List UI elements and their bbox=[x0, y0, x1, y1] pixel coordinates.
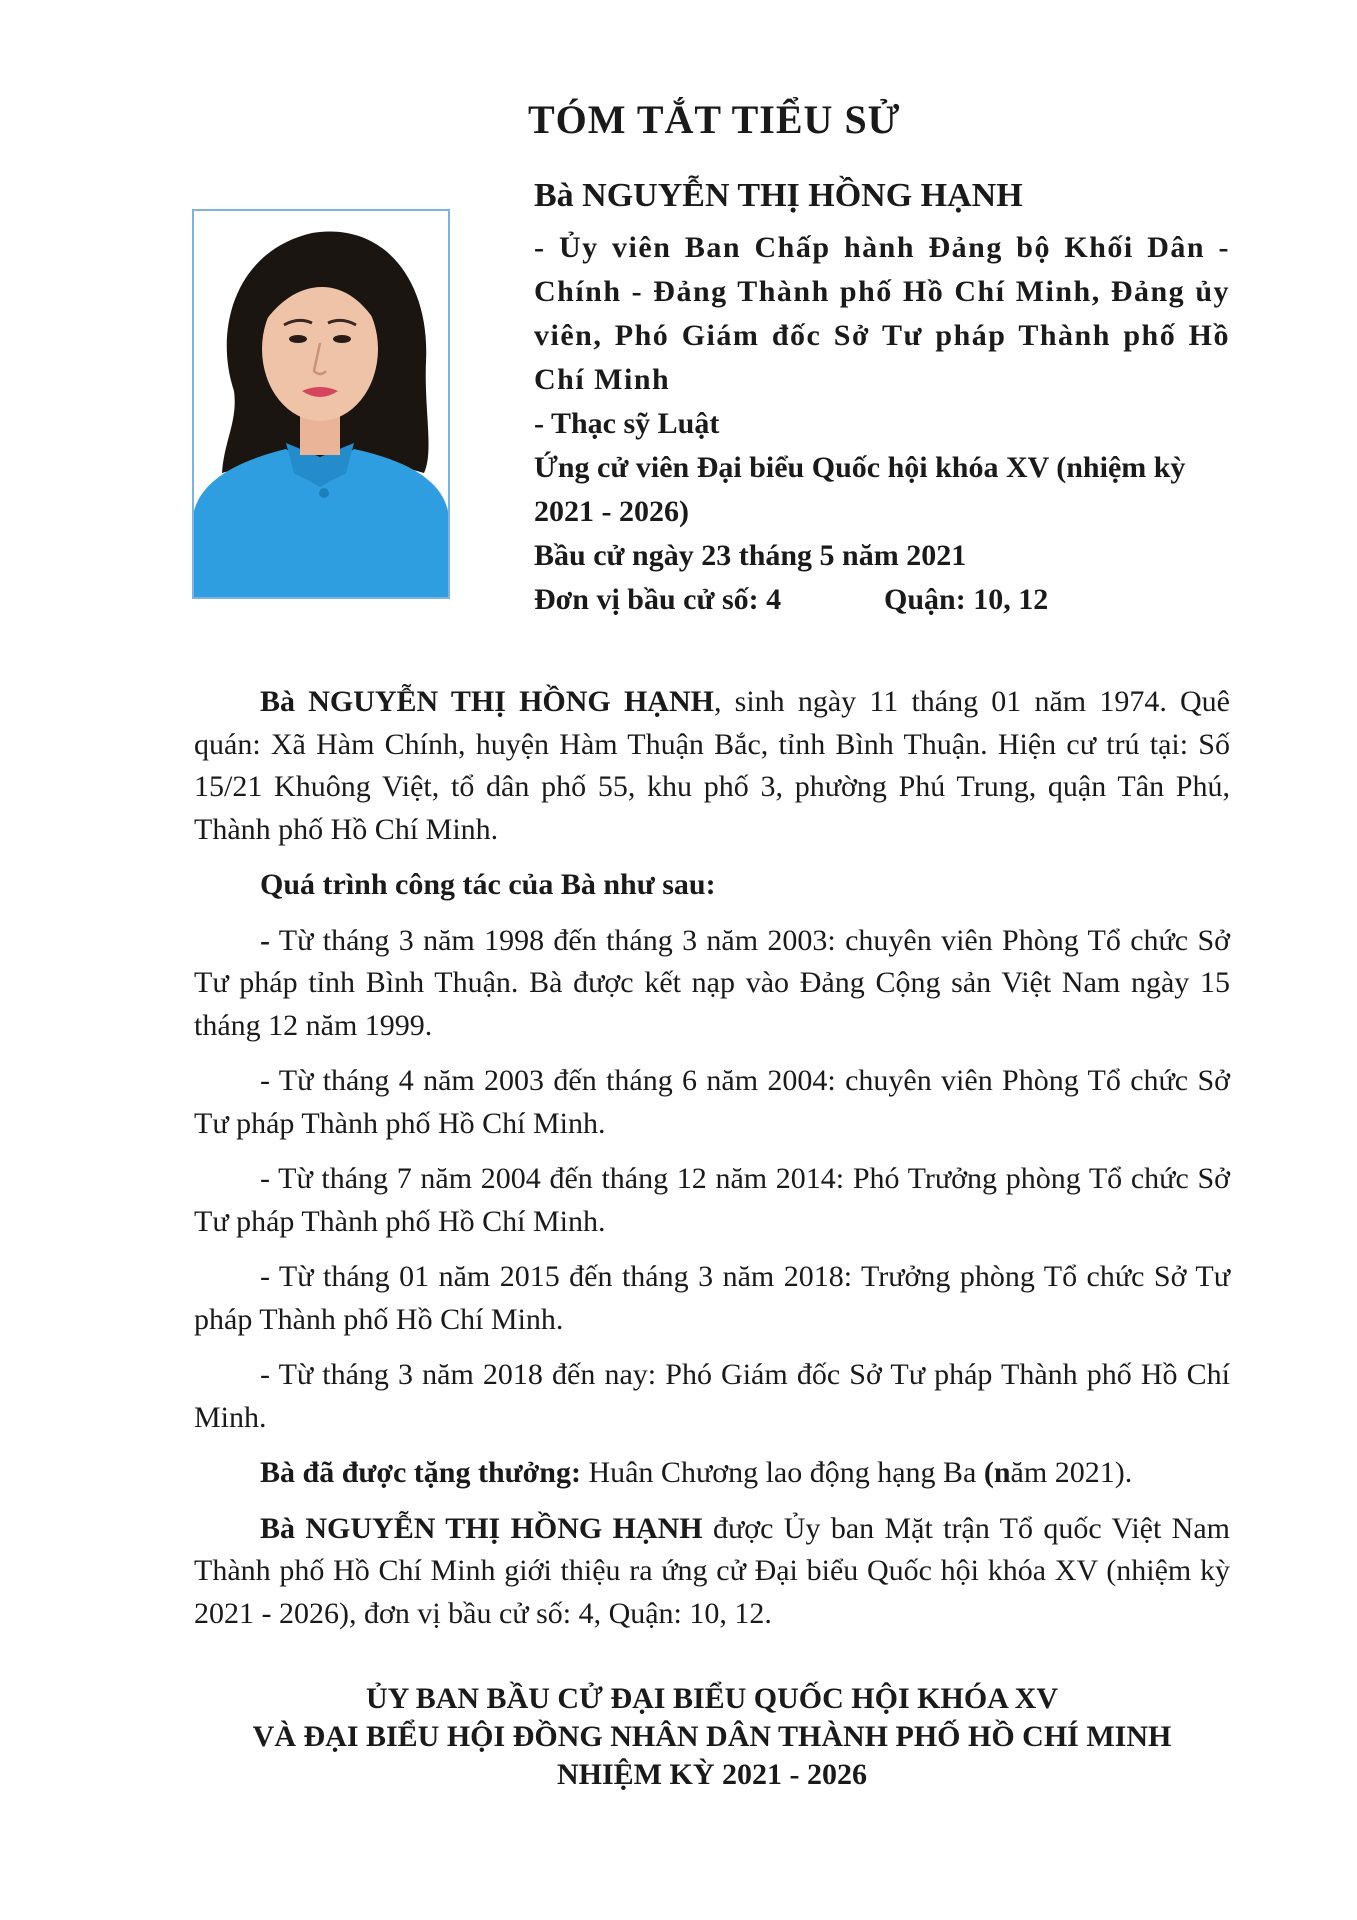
closing-paragraph bbox=[194, 1508, 1230, 1636]
electoral-unit-row bbox=[534, 578, 1230, 622]
shirt-button bbox=[319, 488, 329, 498]
career-item-text: - Từ tháng 4 năm 2003 đến tháng 6 năm 2004: chuyên viên Phòng Tổ chức Sở Tư pháp Thành phố Hồ Chí Minh. bbox=[194, 1064, 1230, 1140]
electoral-unit: Đơn vị bầu cử số: 4 bbox=[534, 583, 782, 616]
candidate-position: - Ủy viên Ban Chấp hành Đảng bộ Khối Dân - Chính - Đảng Thành phố Hồ Chí Minh, Đảng ủy viên, Phó Giám đốc Sở Tư pháp Thành phố Hồ Chí Minh bbox=[534, 231, 1230, 396]
right-eye bbox=[333, 335, 351, 343]
electoral-district: Quận: 10, 12 bbox=[884, 583, 1049, 616]
career-item bbox=[194, 1354, 1230, 1439]
candidate-degree: - Thạc sỹ Luật bbox=[534, 407, 720, 440]
committee-line-3: NHIỆM KỲ 2021 - 2026 bbox=[557, 1758, 867, 1791]
career-item-text: - Từ tháng 7 năm 2004 đến tháng 12 năm 2014: Phó Trưởng phòng Tổ chức Sở Tư pháp Thành phố Hồ Chí Minh. bbox=[194, 1162, 1230, 1238]
award-text: Huân Chương lao động hạng Ba bbox=[580, 1456, 984, 1489]
intro-paragraph bbox=[194, 681, 1230, 851]
career-item-text: Từ tháng 3 năm 1998 đến tháng 3 năm 2003: chuyên viên Phòng Tổ chức Sở Tư pháp tỉnh Bình Thuận. Bà được kết nạp vào Đảng Cộng sản Việt Nam ngày 15 tháng 12 năm 1999. bbox=[194, 923, 1230, 1042]
issuing-committee bbox=[194, 1680, 1230, 1794]
closing-text: được Ủy ban Mặt trận Tổ quốc Việt Nam Thành phố Hồ Chí Minh giới thiệu ra ứng cử Đại biểu Quốc hội khóa XV (nhiệm kỳ 2021 - 2026), đơn vị bầu cử số: 4, Quận: 10, 12. bbox=[194, 1511, 1230, 1630]
candidate-name: Bà NGUYỄN THỊ HỒNG HẠNH bbox=[534, 177, 1023, 214]
page-title: TÓM TẮT TIỂU SỬ bbox=[528, 97, 901, 142]
election-date: Bầu cử ngày 23 tháng 5 năm 2021 bbox=[534, 539, 967, 572]
career-heading bbox=[194, 864, 1230, 907]
intro-name: Bà NGUYỄN THỊ HỒNG HẠNH bbox=[260, 685, 714, 718]
intro-text: , sinh ngày 11 tháng 01 năm 1974. Quê quán: Xã Hàm Chính, huyện Hàm Thuận Bắc, tỉnh Bình Thuận. Hiện cư trú tại: Số 15/21 Khuông Việt, tổ dân phố 55, khu phố 3, phường Phú Trung, quận Tân Phú, Thành phố Hồ Chí Minh. bbox=[194, 685, 1230, 846]
career-item-dash: - bbox=[260, 923, 270, 957]
award-year: ăm 2021). bbox=[1010, 1456, 1133, 1489]
committee-line-1: ỦY BAN BẦU CỬ ĐẠI BIỂU QUỐC HỘI KHÓA XV bbox=[366, 1682, 1058, 1715]
career-item-text: - Từ tháng 3 năm 2018 đến nay: Phó Giám đốc Sở Tư pháp Thành phố Hồ Chí Minh. bbox=[194, 1358, 1230, 1434]
award-paren: (n bbox=[983, 1456, 1011, 1489]
career-item bbox=[194, 1256, 1230, 1341]
career-item-text: - Từ tháng 01 năm 2015 đến tháng 3 năm 2018: Trưởng phòng Tổ chức Sở Tư pháp Thành phố Hồ Chí Minh. bbox=[194, 1260, 1230, 1336]
award-paragraph bbox=[194, 1452, 1230, 1495]
left-eye bbox=[289, 335, 307, 343]
biography-body bbox=[194, 681, 1230, 1648]
career-item bbox=[194, 920, 1230, 1048]
portrait-photo bbox=[192, 209, 450, 599]
portrait-illustration bbox=[194, 211, 448, 597]
career-heading-text: Quá trình công tác của Bà như sau: bbox=[260, 868, 716, 901]
closing-name: Bà NGUYỄN THỊ HỒNG HẠNH bbox=[260, 1511, 703, 1545]
career-item bbox=[194, 1060, 1230, 1145]
candidacy-line: Ứng cử viên Đại biểu Quốc hội khóa XV (nhiệm kỳ 2021 - 2026) bbox=[534, 451, 1186, 528]
award-label: Bà đã được tặng thưởng: bbox=[260, 1456, 581, 1489]
committee-line-2: VÀ ĐẠI BIỂU HỘI ĐỒNG NHÂN DÂN THÀNH PHỐ HỒ CHÍ MINH bbox=[252, 1720, 1172, 1753]
candidate-header bbox=[534, 176, 1230, 622]
career-item bbox=[194, 1158, 1230, 1243]
